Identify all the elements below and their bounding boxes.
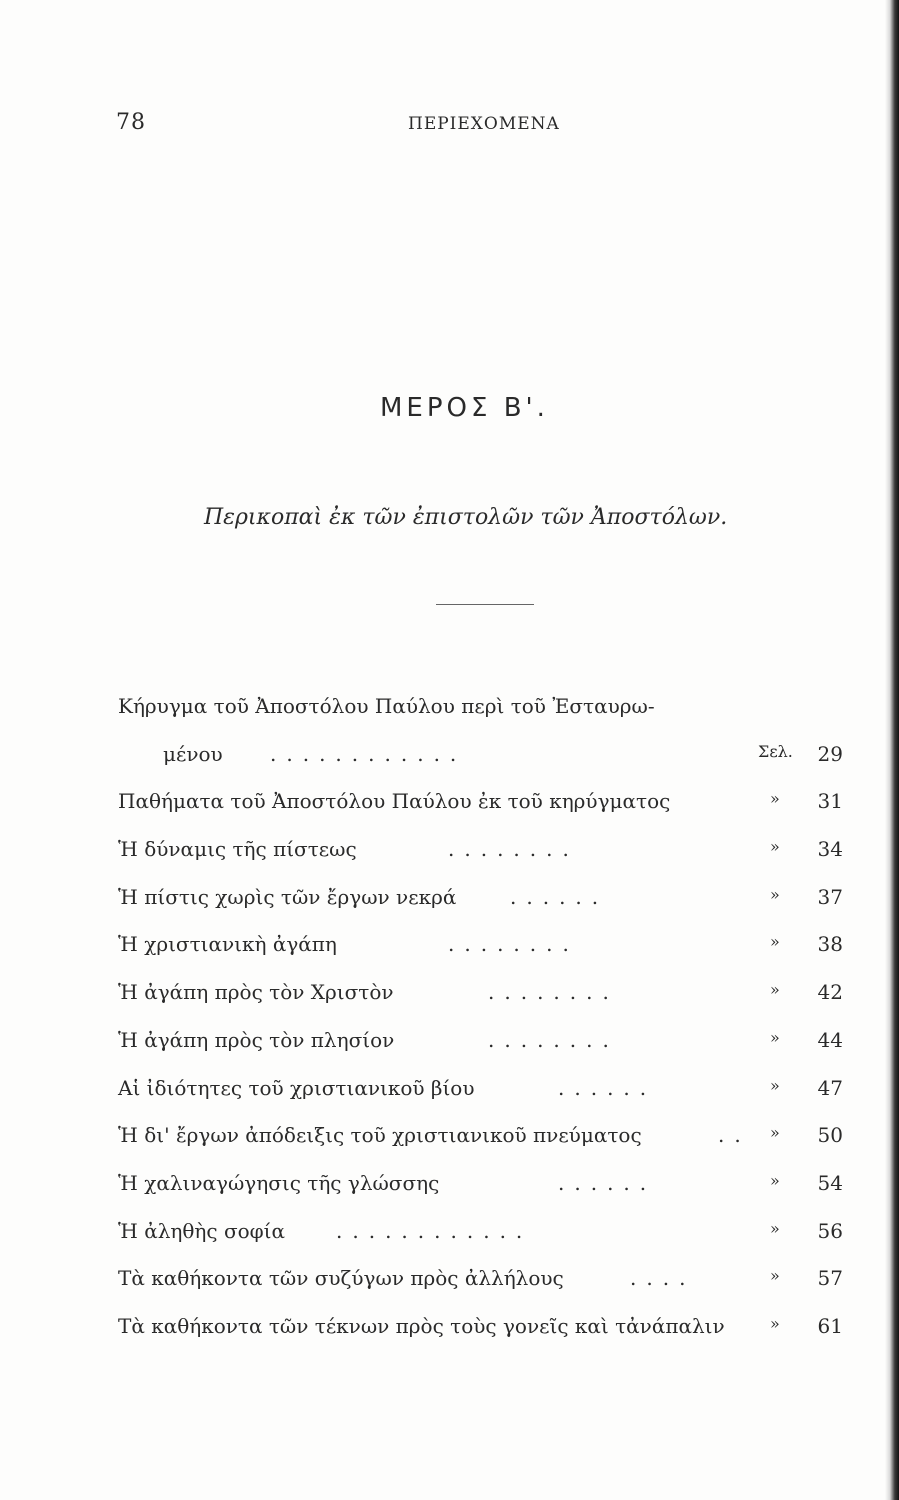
page-number: 78 <box>116 110 146 135</box>
toc-ditto-mark: » <box>770 837 780 857</box>
toc-leader-dots: ...... <box>558 1075 657 1100</box>
toc-leader-dots: ............ <box>270 741 467 766</box>
toc-ditto-mark: » <box>770 1218 780 1238</box>
toc-entry <box>118 1219 853 1267</box>
toc-entry <box>118 1123 853 1171</box>
toc-entry <box>118 1076 853 1124</box>
toc-entry <box>118 980 853 1028</box>
toc-page-number: 31 <box>817 789 843 814</box>
toc-entry <box>118 885 853 933</box>
toc-page-number: 56 <box>817 1218 843 1243</box>
toc-entry-title: Ἡ χαλιναγώγησις τῆς γλώσσης <box>118 1170 440 1195</box>
toc-page-number: 44 <box>817 1027 843 1052</box>
toc-entry-title: Ἡ ἀγάπη πρὸς τὸν Χριστὸν <box>118 980 394 1005</box>
toc-page-number: 54 <box>817 1170 843 1195</box>
toc-page-number: 50 <box>817 1123 843 1148</box>
toc-page-number: 47 <box>817 1075 843 1100</box>
toc-entry <box>118 789 853 837</box>
toc-ditto-mark: » <box>770 932 780 952</box>
toc-entry-title: Ἡ δύναμις τῆς πίστεως <box>118 837 357 862</box>
toc-page-number: 37 <box>817 884 843 909</box>
toc-entry <box>118 1314 853 1362</box>
toc-entry-title: Ἡ χριστιανικὴ ἀγάπη <box>118 932 337 957</box>
toc-ditto-mark: » <box>770 1266 780 1286</box>
toc-entry <box>118 1171 853 1219</box>
toc-entry-title: Τὰ καθήκοντα τῶν τέκνων πρὸς τοὺς γονεῖς καὶ τἀνάπαλιν <box>118 1313 725 1338</box>
toc-page-number: 38 <box>817 932 843 957</box>
toc-entry-title: Παθήματα τοῦ Ἀποστόλου Παύλου ἐκ τοῦ κηρύγματος <box>118 789 671 814</box>
toc-ditto-mark: » <box>770 1075 780 1095</box>
toc-entry <box>118 932 853 980</box>
toc-page-number: 42 <box>817 980 843 1005</box>
toc-entry-title: Τὰ καθήκοντα τῶν συζύγων πρὸς ἀλλήλους <box>118 1266 564 1291</box>
toc-ditto-mark: » <box>770 1123 780 1143</box>
part-title: ΜΕΡΟΣ Β'. <box>380 393 549 423</box>
toc-leader-dots: ........ <box>448 837 579 862</box>
toc-leader-dots: ........ <box>488 980 619 1005</box>
toc-entry-title: Ἡ πίστις χωρὶς τῶν ἔργων νεκρά <box>118 884 457 909</box>
toc-leader-dots: .... <box>630 1266 696 1291</box>
toc-page-number: 34 <box>817 837 843 862</box>
toc-entry-title: Ἡ δι' ἔργων ἀπόδειξις τοῦ χριστιανικοῦ πνεύματος <box>118 1123 642 1148</box>
toc-entry <box>118 694 853 742</box>
toc-leader-dots: ........ <box>448 932 579 957</box>
running-head: ΠΕΡΙΕΧΟΜΕΝΑ <box>408 114 560 134</box>
toc-leader-dots: ...... <box>510 884 609 909</box>
toc-entry-title: Ἡ ἀγάπη πρὸς τὸν πλησίον <box>118 1027 395 1052</box>
toc-entry <box>118 837 853 885</box>
toc-entry-title: Αἱ ἰδιότητες τοῦ χριστιανικοῦ βίου <box>118 1075 475 1100</box>
toc-page-number: 57 <box>817 1266 843 1291</box>
table-of-contents <box>118 694 853 1362</box>
toc-entry-title: μένου <box>163 741 223 766</box>
toc-page-number: 29 <box>817 741 843 766</box>
toc-entry <box>118 1266 853 1314</box>
part-subtitle: Περικοπαὶ ἐκ τῶν ἐπιστολῶν τῶν Ἀποστόλων. <box>204 505 728 530</box>
toc-entry-title: Ἡ ἀληθὴς σοφία <box>118 1218 285 1243</box>
toc-page-number: 61 <box>817 1313 843 1338</box>
toc-ditto-mark: » <box>770 884 780 904</box>
toc-page-label: Σελ. <box>758 741 793 761</box>
toc-leader-dots: ............ <box>336 1218 533 1243</box>
toc-entry-title: Κήρυγμα τοῦ Ἀποστόλου Παύλου περὶ τοῦ Ἐσταυρω- <box>118 694 655 718</box>
toc-ditto-mark: » <box>770 980 780 1000</box>
toc-leader-dots: ........ <box>488 1027 619 1052</box>
toc-entry <box>118 1028 853 1076</box>
toc-ditto-mark: » <box>770 1313 780 1333</box>
toc-ditto-mark: » <box>770 789 780 809</box>
page-edge-shadow <box>885 0 899 1500</box>
section-divider <box>436 604 534 605</box>
toc-leader-dots: .. <box>718 1123 751 1148</box>
toc-ditto-mark: » <box>770 1170 780 1190</box>
toc-leader-dots: ...... <box>558 1170 657 1195</box>
toc-entry <box>118 742 853 790</box>
toc-ditto-mark: » <box>770 1027 780 1047</box>
